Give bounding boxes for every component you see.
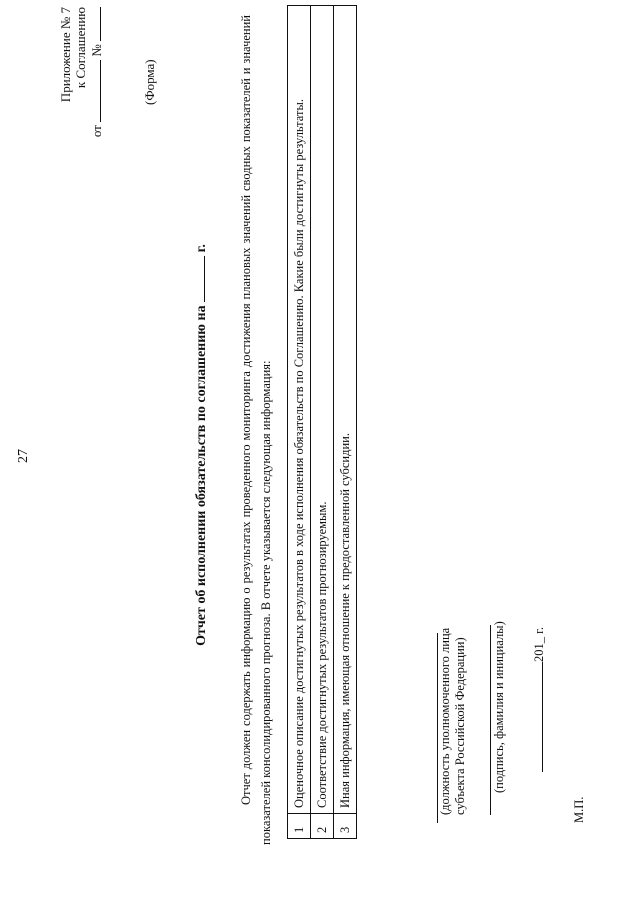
position-label: (должность уполномоченного лица субъекта Российской Федерации) <box>438 627 467 815</box>
row-text: Оценочное описание достигнутых результатов в ходе исполнения обязательств по Соглашению. Какие были достигнуты результаты. <box>288 6 311 814</box>
signature-date <box>530 627 547 787</box>
form-label: (Форма) <box>142 59 157 105</box>
row-number: 1 <box>288 814 311 839</box>
report-title <box>192 125 210 765</box>
report-title-suffix: г. <box>194 244 209 253</box>
from-label: от <box>89 125 104 138</box>
number-label: № <box>89 44 104 57</box>
name-label: (подпись, фамилия и инициалы) <box>492 621 506 793</box>
stamp-label: М.П. <box>572 796 586 823</box>
date-blank <box>88 60 101 122</box>
number-blank <box>88 7 101 41</box>
row-text: Соответствие достигнутых результатов прогнозируемым. <box>311 6 334 814</box>
appendix-header <box>58 7 104 157</box>
requirements-table <box>287 5 357 839</box>
report-title-prefix: Отчет об исполнении обязательств по соглашению на <box>194 305 209 646</box>
table-row <box>334 6 357 839</box>
date-suffix: 201_ г. <box>532 627 546 662</box>
row-number: 3 <box>334 814 357 839</box>
year-blank <box>192 256 205 302</box>
row-text: Иная информация, имеющая отношение к предоставленной субсидии. <box>334 6 357 814</box>
table-row <box>311 6 334 839</box>
name-signature-line <box>490 625 491 815</box>
intro-paragraph: Отчет должен содержать информацию о результатах проведенного мониторинга достижения плановых значений сводных показателей и значений показателей консолидированного прогноза. В отчете указывается следующая информация: <box>239 15 273 845</box>
appendix-title: Приложение № 7 <box>58 7 73 103</box>
page-number: 27 <box>16 449 31 463</box>
appendix-date-number <box>88 7 104 157</box>
table-row <box>288 6 311 839</box>
date-blank <box>530 662 543 772</box>
appendix-subtitle: к Соглашению <box>73 7 88 89</box>
row-number: 2 <box>311 814 334 839</box>
